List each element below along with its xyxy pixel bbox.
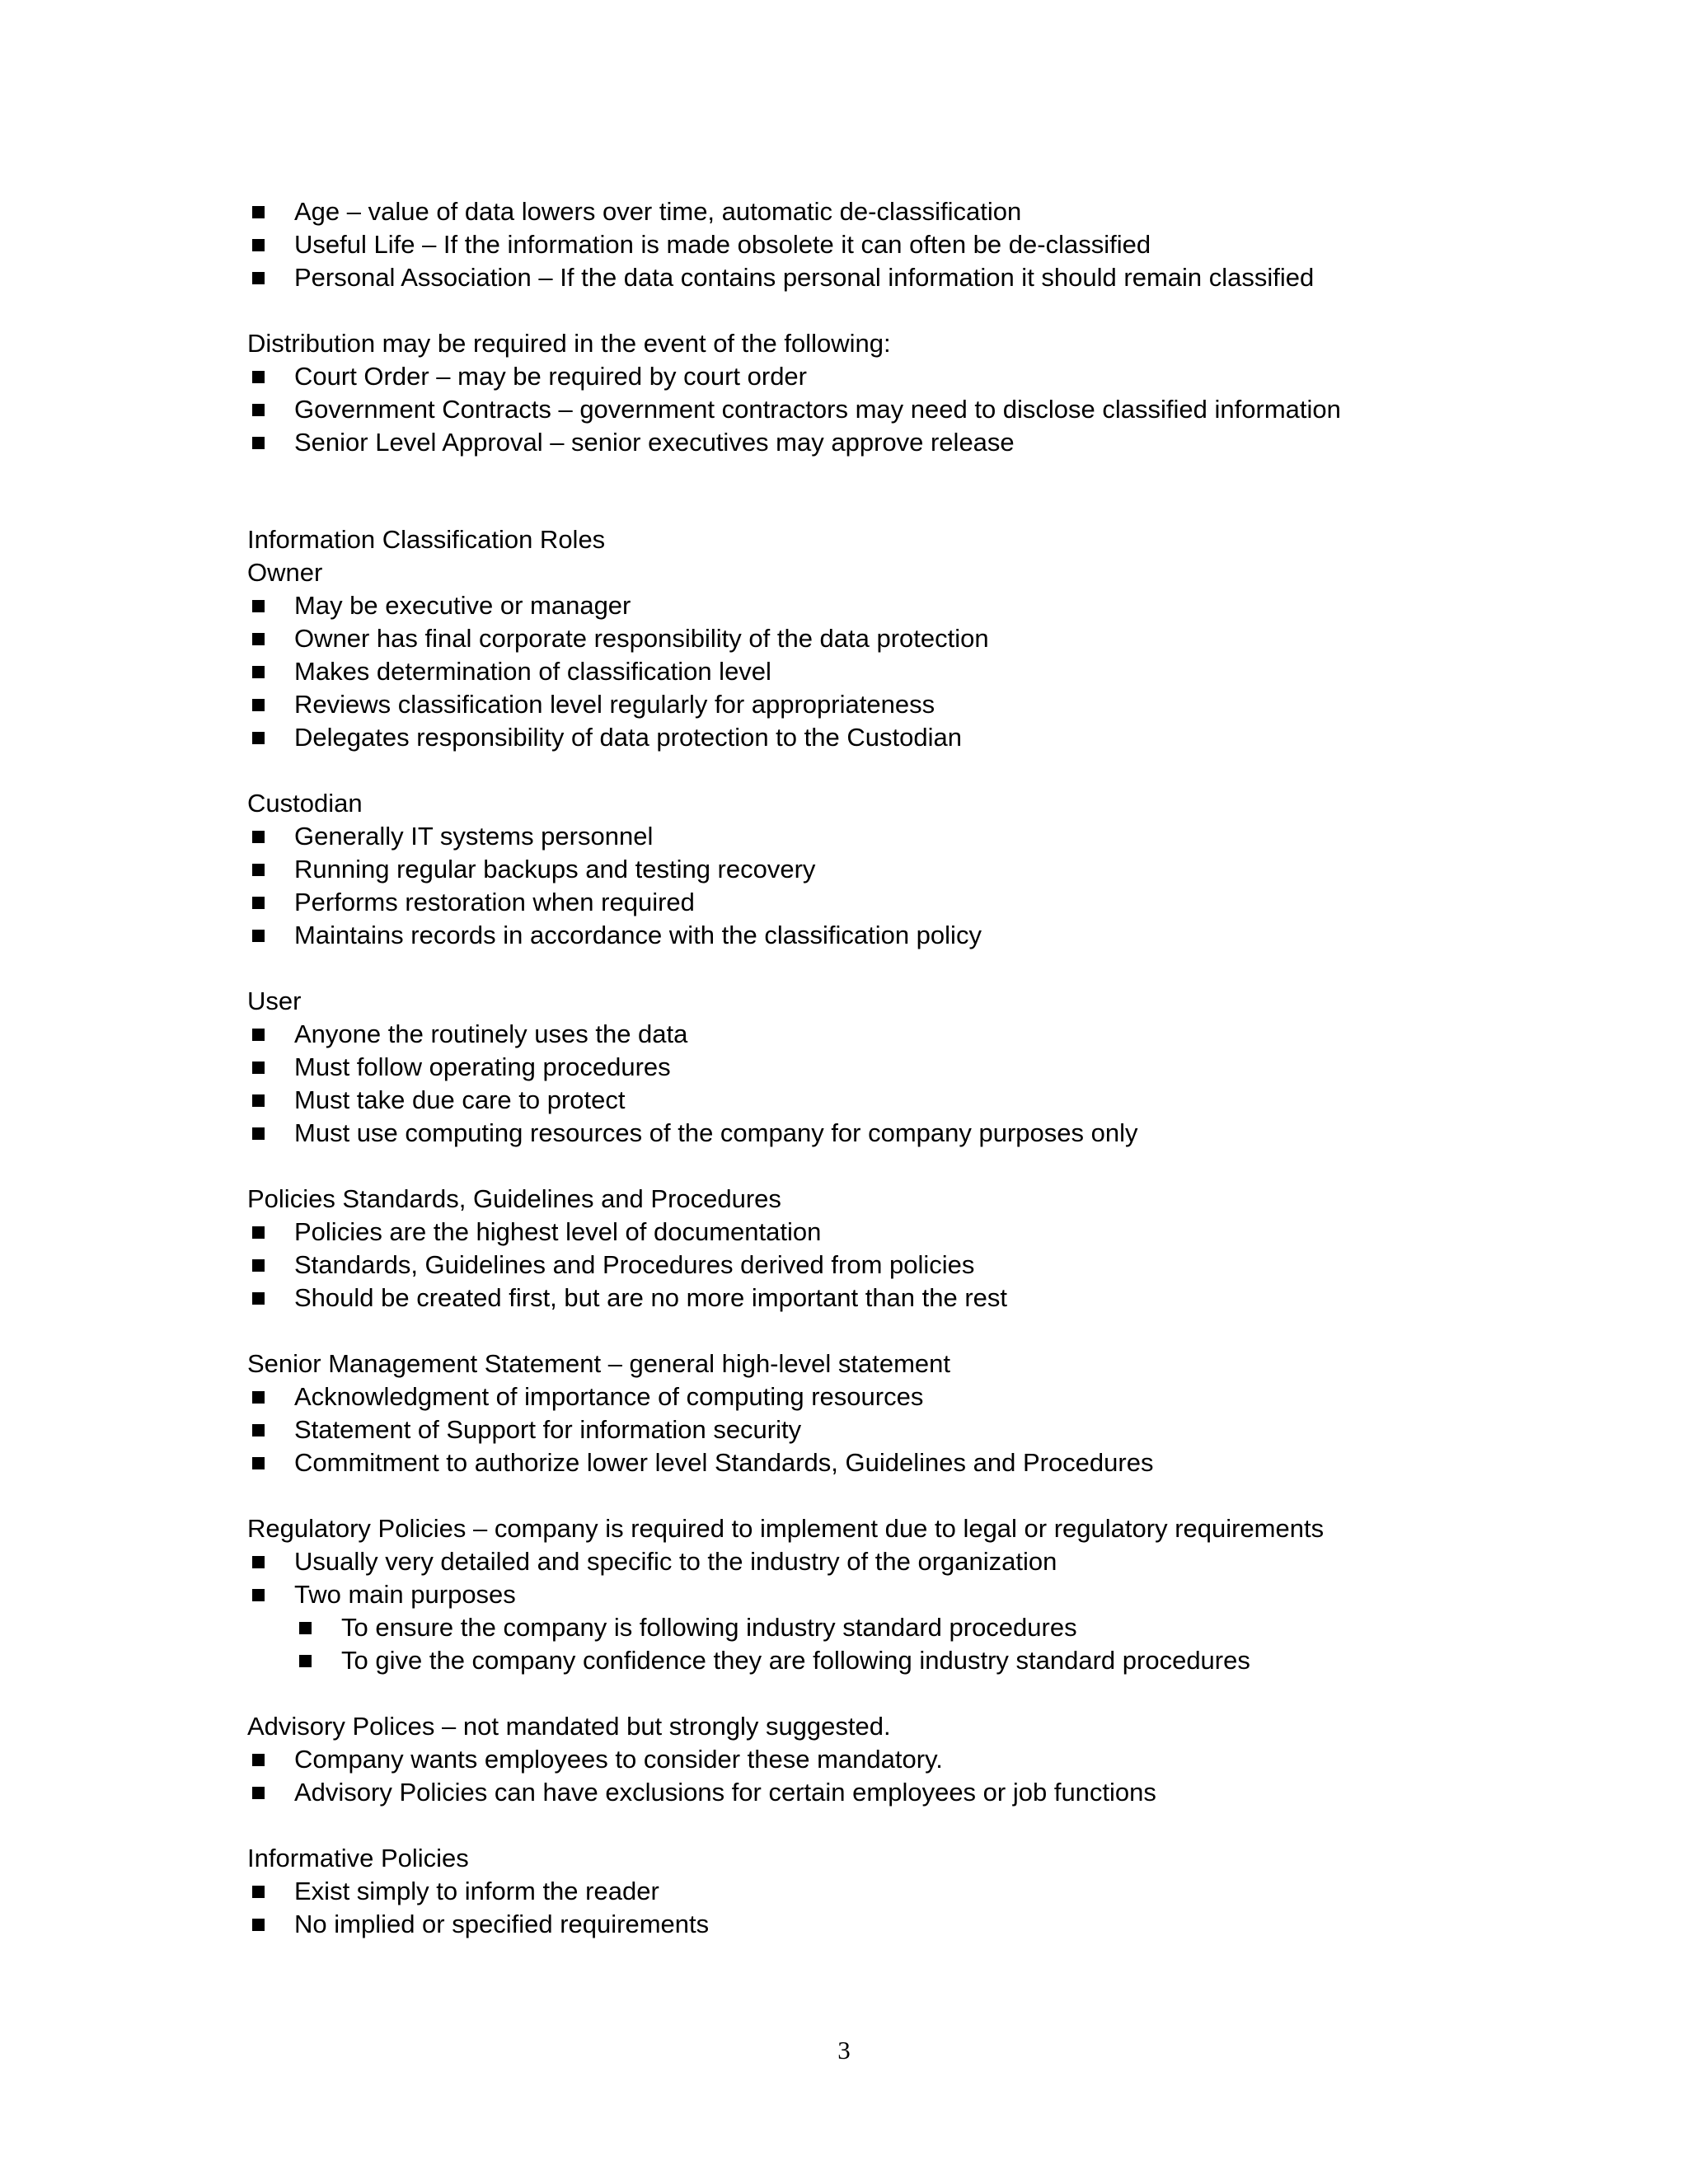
square-bullet-icon xyxy=(252,404,265,416)
list-item: Should be created first, but are no more important than the rest xyxy=(247,1282,1484,1315)
subheading-owner: Owner xyxy=(247,558,323,587)
square-bullet-icon xyxy=(252,1391,265,1404)
list-item: Age – value of data lowers over time, automatic de-classification xyxy=(247,195,1484,228)
square-bullet-icon xyxy=(252,1754,265,1766)
square-bullet-icon xyxy=(299,1655,312,1667)
list-item: Owner has final corporate responsibility of the data protection xyxy=(247,622,1484,655)
square-bullet-icon xyxy=(252,1094,265,1107)
list-item: Advisory Policies can have exclusions for certain employees or job functions xyxy=(247,1776,1484,1809)
square-bullet-icon xyxy=(252,1886,265,1898)
list-item: Exist simply to inform the reader xyxy=(247,1875,1484,1908)
list-item: Acknowledgment of importance of computing resources xyxy=(247,1380,1484,1413)
square-bullet-icon xyxy=(252,633,265,645)
square-bullet-icon xyxy=(252,1029,265,1041)
list-item: Maintains records in accordance with the classification policy xyxy=(247,919,1484,952)
list-item: Senior Level Approval – senior executives may approve release xyxy=(247,426,1484,459)
list-item: Must use computing resources of the company for company purposes only xyxy=(247,1117,1484,1150)
section-heading-informative: Informative Policies xyxy=(247,1844,469,1872)
list-item: Useful Life – If the information is made obsolete it can often be de-classified xyxy=(247,228,1484,261)
sub-list-item: To ensure the company is following industry standard procedures xyxy=(247,1611,1484,1644)
list-item: Anyone the routinely uses the data xyxy=(247,1018,1484,1051)
square-bullet-icon xyxy=(252,699,265,711)
square-bullet-icon xyxy=(252,1589,265,1601)
section-heading-policies: Policies Standards, Guidelines and Procedures xyxy=(247,1184,781,1213)
list-item: Usually very detailed and specific to the industry of the organization xyxy=(247,1545,1484,1578)
section-heading-advisory: Advisory Polices – not mandated but strongly suggested. xyxy=(247,1712,891,1741)
square-bullet-icon xyxy=(252,1787,265,1799)
list-item: Makes determination of classification level xyxy=(247,655,1484,688)
square-bullet-icon xyxy=(299,1622,312,1634)
square-bullet-icon xyxy=(252,600,265,612)
list-item: Generally IT systems personnel xyxy=(247,820,1484,853)
square-bullet-icon xyxy=(252,272,265,284)
section-heading-senior-management: Senior Management Statement – general high-level statement xyxy=(247,1349,950,1378)
square-bullet-icon xyxy=(252,437,265,449)
list-item: Delegates responsibility of data protection to the Custodian xyxy=(247,721,1484,754)
list-item: Running regular backups and testing recovery xyxy=(247,853,1484,886)
square-bullet-icon xyxy=(252,930,265,942)
section-heading-regulatory: Regulatory Policies – company is required to implement due to legal or regulatory requirements xyxy=(247,1514,1325,1543)
list-item: Personal Association – If the data contains personal information it should remain classified xyxy=(247,261,1484,294)
list-item: Government Contracts – government contractors may need to disclose classified information xyxy=(247,393,1484,426)
square-bullet-icon xyxy=(252,1457,265,1469)
square-bullet-icon xyxy=(252,864,265,876)
list-item: Court Order – may be required by court order xyxy=(247,360,1484,393)
square-bullet-icon xyxy=(252,1127,265,1140)
square-bullet-icon xyxy=(252,732,265,744)
square-bullet-icon xyxy=(252,1062,265,1074)
section-heading-distribution: Distribution may be required in the event of the following: xyxy=(247,329,891,358)
subheading-user: User xyxy=(247,987,302,1015)
list-item: Two main purposes xyxy=(247,1578,1484,1611)
list-item: Must take due care to protect xyxy=(247,1084,1484,1117)
list-item: Company wants employees to consider these mandatory. xyxy=(247,1743,1484,1776)
square-bullet-icon xyxy=(252,1424,265,1436)
document-body xyxy=(247,195,1484,1941)
square-bullet-icon xyxy=(252,1556,265,1568)
list-item: Standards, Guidelines and Procedures derived from policies xyxy=(247,1249,1484,1282)
list-item: Policies are the highest level of documentation xyxy=(247,1216,1484,1249)
square-bullet-icon xyxy=(252,1226,265,1239)
sub-list-item: To give the company confidence they are following industry standard procedures xyxy=(247,1644,1484,1677)
list-item: Reviews classification level regularly for appropriateness xyxy=(247,688,1484,721)
list-item: No implied or specified requirements xyxy=(247,1908,1484,1941)
page-number: 3 xyxy=(837,2036,851,2064)
section-heading-roles: Information Classification Roles xyxy=(247,525,606,554)
square-bullet-icon xyxy=(252,666,265,678)
square-bullet-icon xyxy=(252,1259,265,1272)
list-item: Statement of Support for information security xyxy=(247,1413,1484,1446)
list-item: Must follow operating procedures xyxy=(247,1051,1484,1084)
square-bullet-icon xyxy=(252,1292,265,1305)
subheading-custodian: Custodian xyxy=(247,789,363,818)
square-bullet-icon xyxy=(252,831,265,843)
list-item: May be executive or manager xyxy=(247,589,1484,622)
square-bullet-icon xyxy=(252,239,265,251)
list-item: Commitment to authorize lower level Standards, Guidelines and Procedures xyxy=(247,1446,1484,1479)
square-bullet-icon xyxy=(252,206,265,218)
square-bullet-icon xyxy=(252,371,265,383)
list-item: Performs restoration when required xyxy=(247,886,1484,919)
square-bullet-icon xyxy=(252,897,265,909)
square-bullet-icon xyxy=(252,1919,265,1931)
